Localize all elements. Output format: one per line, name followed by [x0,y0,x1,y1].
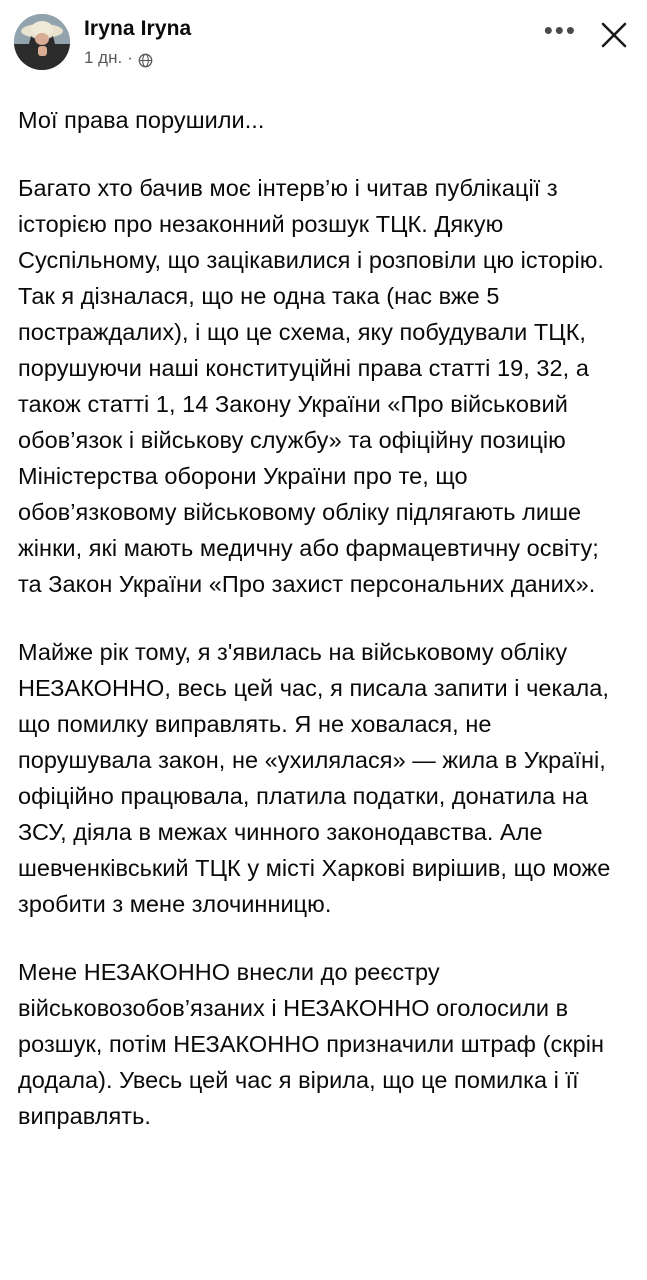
post-body [0,86,647,1134]
more-options-icon[interactable]: ••• [543,15,577,45]
meta-separator: · [127,48,133,67]
post-paragraph: Мене НЕЗАКОННО внесли до реєстру військовозобов’язаних і НЕЗАКОННО оголосили в розшук, потім НЕЗАКОННО призначили штраф (скрін додала). Увесь цей час я вірила, що це помилка і її виправлять. [18,959,605,1129]
post-timestamp[interactable]: 1 дн. [84,48,123,67]
author-name[interactable]: Iryna Iryna [84,17,192,40]
post-paragraph: Майже рік тому, я з'явилась на військовому обліку НЕЗАКОННО, весь цей час, я писала запити і чекала, що помилку виправлять. Я не ховалася, не порушувала закон, не «ухилялася» — жила в Україні, офіційно працювала, платила податки, донатила на ЗСУ, діяла в межах чинного законодавства. Але шевченківський ТЦК у місті Харкові вирішив, що може зробити з мене злочинницю. [18,639,611,917]
post-paragraph: Багато хто бачив моє інтерв’ю і читав публікації з історією про незаконний розшук ТЦК. Дякую Суспільному, що зацікавилися і розповіли цю історію. Так я дізналася, що не одна така (нас вже 5 постраждалих), і що це схема, яку побудували ТЦК, порушуючи наші конституційні права статті 19, 32, а також статті 1, 14 Закону України «Про військовий обов’язок і військову службу» та офіційну позицію Міністерства оборони України про те, що обов’язковому військовому обліку підлягають лише жінки, які мають медичну або фармацевтичну освіту; та Закон України «Про захист персональних даних». [18,175,605,597]
author-block [84,14,544,68]
post-meta [84,48,544,68]
globe-icon[interactable] [138,53,153,68]
close-icon[interactable] [599,20,629,50]
header-actions [544,14,633,50]
post-header [0,0,647,86]
avatar[interactable] [14,14,70,70]
post-paragraph: Мої права порушили... [18,107,265,133]
